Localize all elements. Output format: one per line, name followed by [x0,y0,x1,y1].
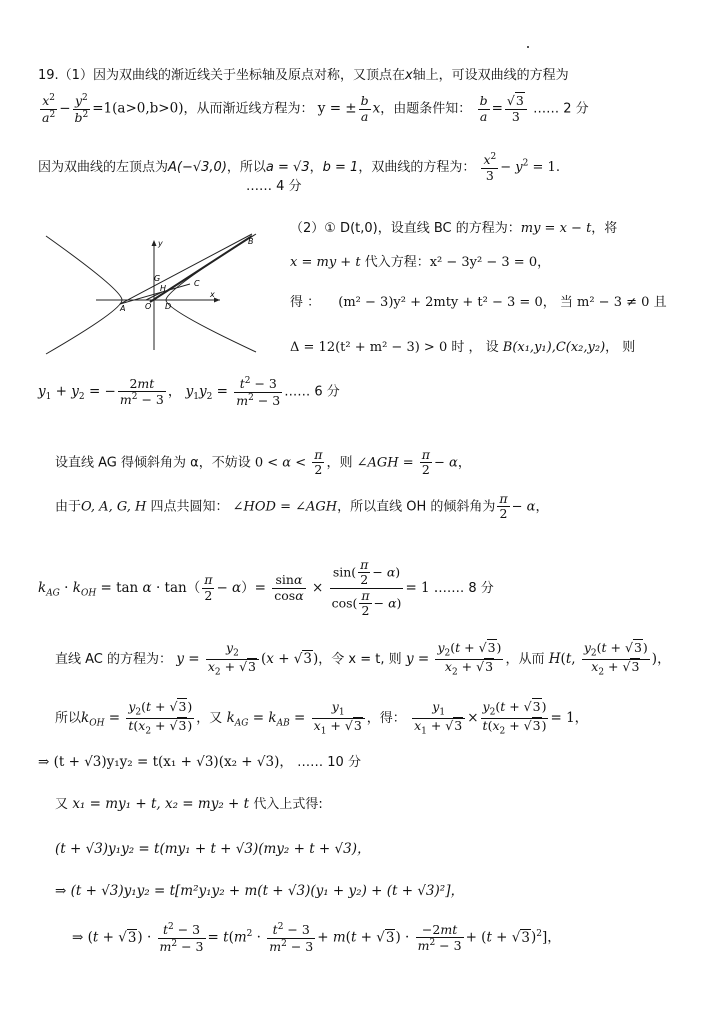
frac-kAB: $\frac{y_1}{x_1 + √3}$ [312,700,365,737]
label-C: C [194,279,200,288]
p5-text2: 四点共圆知： [150,499,229,515]
frac-product-a: $\frac{y_1}{x_1 + √3}$ [412,700,465,737]
frac-H: $\frac{y_2(t + √3)}{x_2 + √3}$ [583,640,648,678]
p3-get: 得 ： [290,295,321,310]
p12-eq: ⇒ (t + √3)y₁y₂ = t[m²y₁y₂ + m(t + √3)(y₁ + y₂) + (t + √3)²]， [55,883,464,899]
p5-text1: 由于 [55,499,82,515]
p3-and: 且 [653,295,667,310]
p4-text1: 设直线 AG 得倾斜角为 α，不妨设 [55,455,251,471]
p10-eq: x₁ = my₁ + t, x₂ = my₂ + t [72,796,250,812]
label-G: G [154,274,161,283]
p2-b: b = 1 [322,159,359,175]
p5-eq: ∠HOD = ∠AGH [232,499,338,515]
p3-part: （2）① D(t,0)，设直线 BC 的方程为： [290,221,521,236]
part2-line-2 [290,256,550,269]
scan-dot [527,46,529,48]
p1-x: x [404,68,413,83]
frac-t2-3: $\frac{t^2 - 3}{m^2 - 3}$ [236,376,281,408]
p7-text1: 直线 AC 的方程为： [55,651,173,667]
p1-given: ，由题条件知： [380,101,472,117]
slope-product-line: $k_{AG} \cdot k_{OH} = \tan \alpha \cdot \tan$（ $\frac{\pi}{2}$ − α）= $\frac{\sin\alpha}{\cos\alpha}$ × sin( $\frac{\pi}{2}$ − α) cos( $\frac{\pi}{2}$ − α) = 1 .…… 8 分 [38,557,494,619]
paragraph-7-line: 直线 AC 的方程为： y = $\frac{y_2}{x_2 + √3}$ (x + √3)，令 x = t, 则 y = $\frac{y_2(t + √3)}{x_2 + √3}$ ，从而 H(t, $\frac{y_2(t + √3)}{x_2 + √3}$ )， [55,640,671,678]
p1-intro: 19.（1）因为双曲线的渐近线关于坐标轴及原点对称，又顶点在 [38,68,405,83]
label-D: D [165,302,172,311]
p7-text2: ，令 x = t, 则 [318,651,402,667]
part2-line-1 [290,222,617,235]
p11-eq: (t + √3)y₁y₂ = t(my₁ + t + √3)(my₂ + t + √3)， [55,841,371,857]
paragraph-1-line [38,69,569,82]
p3-cond1: m² − 3 ≠ 0 [577,295,650,310]
part2-line-3 [290,296,667,309]
p3-sub-eq: x² − 3y² − 3 = 0， [429,255,551,270]
p3-score: …… 6 分 [284,384,340,400]
p7-text3: ，从而 [505,651,545,667]
paragraph-13-line: ⇒ (t + √3) · $\frac{t^2 - 3}{m^2 - 3}$ = $t(m^2$ · $\frac{t^2 - 3}{m^2 - 3}$ + m(t + √3) · $\frac{-2mt}{m^2 - 3}$ + $(t + √3)^2$]， [72,921,561,954]
paragraph-8-line: 所以$k_{OH}$ = $\frac{y_2(t + √3)}{t(x_2 + √3)}$ ，又 $k_{AG} = k_{AB}$ = $\frac{y_1}{x_1 + √3}$ ，得： $\frac{y_1}{x_1 + √3}$ × $\frac{y_2(t + √3)}{t(x_2 + √3)}$ = 1， [55,699,589,737]
frac-b-a-2: $\frac{b}{a}$ [479,93,488,124]
p2-text2: ，所以 [226,159,266,175]
label-A: A [120,304,126,313]
hyperbola-figure [40,228,272,356]
part2-line-4 [290,341,635,354]
paragraph-10-line [55,798,323,812]
frac-sqrt3-3: $\frac{√3}{3}$ [505,94,527,124]
frac-13b: $\frac{t^2 - 3}{m^2 - 3}$ [269,922,314,954]
p3-comma: ，将 [591,221,618,236]
label-B: B [248,237,254,246]
p1-score: …… 2 分 [533,101,589,117]
frac-pi-2-a: $\frac{\pi}{2}$ [314,447,323,478]
paragraph-12-line [55,885,464,899]
p3-eq: my = x − t [520,221,592,236]
p10-text2: 代入上式得: [253,797,323,812]
p4-text3: ， [457,455,471,471]
paragraph-4-line: 设直线 AG 得倾斜角为 α，不妨设 0 < α < $\frac{\pi}{2}$ ，则 ∠AGH = $\frac{\pi}{2}$ − α， [55,447,471,478]
p3-quad: (m² − 3)y² + 2mty + t² − 3 = 0 [338,295,543,310]
p3-when: ， 当 [542,295,573,310]
frac-y2-b2: $\frac{y^2}{b^2}$ [74,93,89,125]
paragraph-2-line: 因为双曲线的左顶点为A(−√3,0)，所以a = √3，b = 1，双曲线的方程为： $\frac{x^2}{3}$ − $y^2 = 1$. [38,152,560,183]
p5-pts: O, A, G, H [81,499,147,515]
p2-score: …… 4 分 [246,179,302,194]
frac-13c: $\frac{-2mt}{m^2 - 3}$ [417,921,462,954]
paragraph-11-line [55,843,371,857]
frac-sin-cos: $\frac{\sin\alpha}{\cos\alpha}$ [274,572,304,603]
label-x: x [210,290,215,299]
p5-text3: ，所以直线 OH 的倾斜角为 [337,499,496,515]
p1-tail: 轴上，可设双曲线的方程为 [412,68,569,83]
frac-y2-x2: $\frac{y_2}{x_2 + √3}$ [206,641,259,678]
p2-text1: 因为双曲线的左顶点为 [38,159,169,175]
p2-a: a = √3 [265,159,310,175]
line-AB [120,234,252,304]
p1-asym: y = ± [317,100,357,117]
p1-cond: =1(a>0,b>0) [92,100,184,117]
p2-text3: ，双曲线的方程为： [358,159,476,175]
frac-13a: $\frac{t^2 - 3}{m^2 - 3}$ [159,922,204,954]
frac-y-at-t: $\frac{y_2(t + √3)}{x_2 + √3}$ [437,640,502,678]
left-branch [46,236,122,354]
p4-text2: ，则 [326,455,353,471]
frac-x2-3: $\frac{x^2}{3}$ [483,152,497,183]
p10-text1: 又 [55,797,69,812]
line-AC [120,284,190,304]
frac-b-a: $\frac{b}{a}$ [360,93,369,124]
frac-pi-2-c: $\frac{\pi}{2}$ [499,491,508,522]
p3-time: 时 ， 设 [451,340,499,355]
paragraph-1-equation-line: $\frac{x^2}{a^2}$ − $\frac{y^2}{b^2}$ =1(a>0,b>0)，从而渐近线方程为： y = ± $\frac{b}{a}$ x，由题条件知： $\frac{b}{a}$ = $\frac{√3}{3}$ …… 2 分 [42,93,589,125]
paragraph-9-line [38,756,361,770]
p8-text1: 所以 [55,710,82,726]
frac-pi-2-d: $\frac{\pi}{2}$ [204,572,213,603]
label-H: H [160,284,167,293]
y-axis-arrow [152,240,157,246]
paragraph-5-line: 由于O, A, G, H 四点共圆知： ∠HOD = ∠AGH，所以直线 OH 的倾斜角为 $\frac{\pi}{2}$ − α， [55,491,549,522]
p1-mid: ，从而渐近线方程为： [183,101,314,117]
label-y: y [158,239,163,248]
p3-sub-text: 代入方程： [364,255,430,270]
label-O: O [145,302,152,311]
p3-delta: Δ = 12(t² + m² − 3) > 0 [290,340,448,355]
p9-eq: ⇒ (t + √3)y₁y₂ = t(x₁ + √3)(x₂ + √3)， [38,754,293,770]
p2-pointA: A(−√3,0) [168,159,227,175]
frac-x2-a2: $\frac{x^2}{a^2}$ [42,93,56,125]
vieta-line: $y_1 + y_2$ = − $\frac{2mt}{m^2 - 3}$ ， $y_1y_2$ = $\frac{t^2 - 3}{m^2 - 3}$ …… 6 分 [38,375,340,408]
p3-pts: B(x₁,y₁),C(x₂,y₂) [502,340,606,355]
frac-2mt: $\frac{2mt}{m^2 - 3}$ [119,375,164,408]
p3-then: ， 则 [605,340,636,355]
frac-sin-cos-shift: sin( $\frac{\pi}{2}$ − α) cos( $\frac{\pi}{2}$ − α) [331,557,402,619]
p8-text3: ，得： [366,710,406,726]
p9-score: …… 10 分 [297,755,361,770]
p3-sub: x = my + t [290,255,361,270]
x-axis-arrow [214,298,220,303]
frac-product-b: $\frac{y_2(t + √3)}{t(x_2 + √3)}$ [482,699,547,737]
p6-score: …… 8 分 [438,580,494,596]
p4-angle: ∠AGH = [356,455,414,471]
frac-kOH: $\frac{y_2(t + √3)}{t(x_2 + √3)}$ [128,699,193,737]
p8-text2: ，又 [196,710,223,726]
frac-pi-2-b: $\frac{\pi}{2}$ [421,447,431,478]
